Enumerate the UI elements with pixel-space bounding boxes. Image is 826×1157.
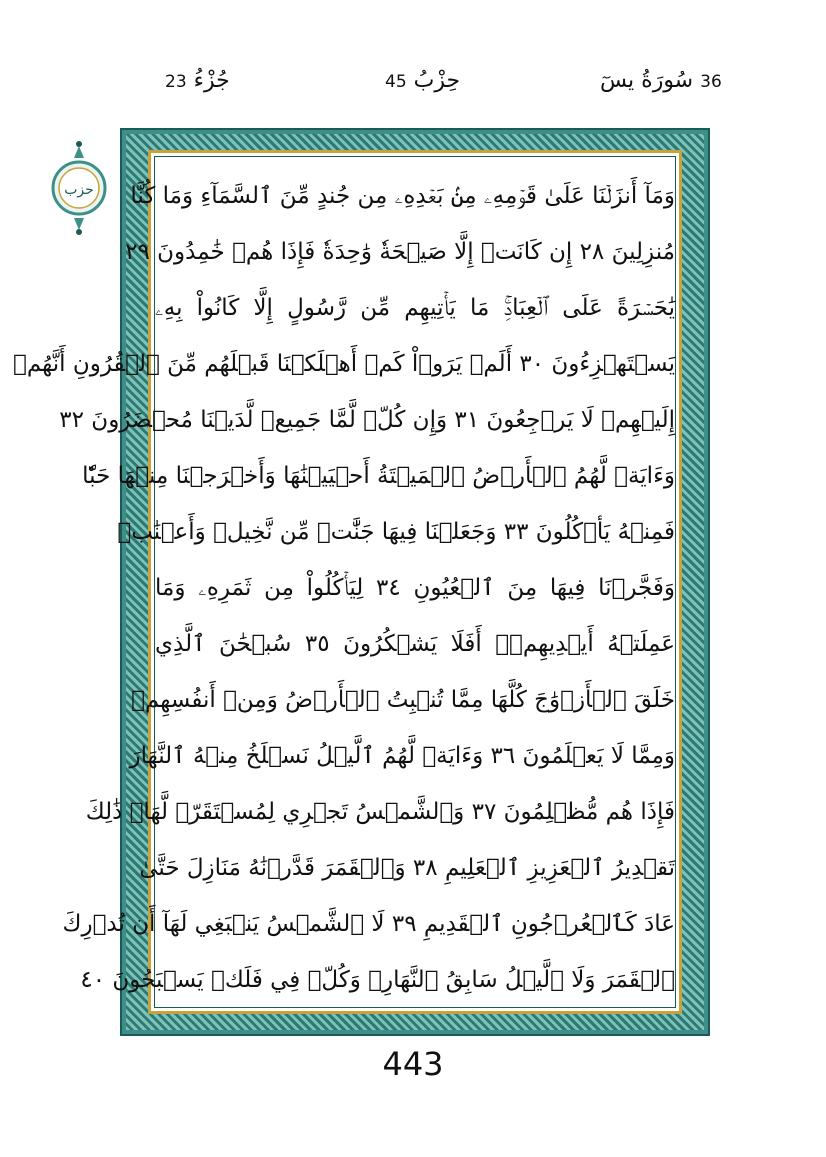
text-line-1: وَمَآ أَنزَلۡنَا عَلَىٰ قَوۡمِهِۦ مِنۢ بَعۡدِهِۦ مِن جُندٍ مِّنَ ٱلسَّمَآءِ وَمَا كُنَّا (130, 183, 675, 209)
page-header (0, 62, 826, 102)
text-line-2: مُنزِلِينَ ٢٨ إِن كَانَتۡ إِلَّا صَيۡحَةٗ وَٰحِدَةٗ فَإِذَا هُمۡ خَٰمِدُونَ ٢٩ (125, 239, 675, 265)
text-line-13: تَقۡدِيرُ ٱلۡعَزِيزِ ٱلۡعَلِيمِ ٣٨ وَٱلۡقَمَرَ قَدَّرۡنَٰهُ مَنَازِلَ حَتَّىٰ (139, 855, 675, 881)
text-line-8: وَفَجَّرۡنَا فِيهَا مِنَ ٱلۡعُيُونِ ٣٤ لِيَأۡكُلُواْ مِن ثَمَرِهِۦ وَمَا (155, 575, 675, 601)
juz-label: جُزْءُ (193, 68, 230, 93)
text-line-9: عَمِلَتۡهُ أَيۡدِيهِمۡۚ أَفَلَا يَشۡكُرُونَ ٣٥ سُبۡحَٰنَ ٱلَّذِي (155, 631, 675, 657)
surah-number: 36 (700, 72, 722, 92)
text-line-6: وَءَايَةٞ لَّهُمُ ٱلۡأَرۡضُ ٱلۡمَيۡتَةُ أَحۡيَيۡنَٰهَا وَأَخۡرَجۡنَا مِنۡهَا حَبّٗا (82, 463, 675, 489)
text-line-12: فَإِذَا هُم مُّظۡلِمُونَ ٣٧ وَٱلشَّمۡسُ تَجۡرِي لِمُسۡتَقَرّٖ لَّهَاۚ ذَٰلِكَ (85, 799, 675, 825)
surah-name: سُورَةُ يسٓ (600, 68, 694, 93)
hizb-label: حِزْبُ (413, 68, 461, 93)
hizb-number: 45 (385, 72, 407, 92)
text-line-3: يَٰحَسۡرَةً عَلَى ٱلۡعِبَادِۚ مَا يَأۡتِيهِم مِّن رَّسُولٍ إِلَّا كَانُواْ بِهِۦ (155, 295, 675, 321)
text-line-10: خَلَقَ ٱلۡأَزۡوَٰجَ كُلَّهَا مِمَّا تُنۢبِتُ ٱلۡأَرۡضُ وَمِنۡ أَنفُسِهِمۡ (131, 687, 675, 713)
hizb-marker-icon (44, 138, 114, 238)
hizb-marker-label: حزب (64, 182, 94, 198)
surah-indicator (600, 68, 722, 93)
text-line-14: عَادَ كَٱلۡعُرۡجُونِ ٱلۡقَدِيمِ ٣٩ لَا ٱلشَّمۡسُ يَنۢبَغِي لَهَآ أَن تُدۡرِكَ (62, 911, 675, 937)
text-line-11: وَمِمَّا لَا يَعۡلَمُونَ ٣٦ وَءَايَةٞ لَّهُمُ ٱلَّيۡلُ نَسۡلَخُ مِنۡهُ ٱلنَّهَارَ (129, 743, 675, 769)
text-line-7: فَمِنۡهُ يَأۡكُلُونَ ٣٣ وَجَعَلۡنَا فِيهَا جَنَّٰتٖ مِّن نَّخِيلٖ وَأَعۡنَٰبٖ (117, 519, 675, 545)
text-line-5: إِلَيۡهِمۡ لَا يَرۡجِعُونَ ٣١ وَإِن كُلّٞ لَّمَّا جَمِيعٞ لَّدَيۡنَا مُحۡضَرُونَ ٣٢ (59, 407, 675, 433)
text-line-15: ٱلۡقَمَرَ وَلَا ٱلَّيۡلُ سَابِقُ ٱلنَّهَارِۚ وَكُلّٞ فِي فَلَكٖ يَسۡبَحُونَ ٤٠ (80, 967, 675, 993)
text-line-4: يَسۡتَهۡزِءُونَ ٣٠ أَلَمۡ يَرَوۡاْ كَمۡ أَهۡلَكۡنَا قَبۡلَهُم مِّنَ ٱلۡقُرُونِ أَنَّهُمۡ (13, 351, 675, 377)
juz-number: 23 (165, 72, 187, 92)
hizb-indicator (385, 68, 460, 93)
page-number: 443 (382, 1045, 444, 1083)
juz-indicator (165, 68, 230, 93)
